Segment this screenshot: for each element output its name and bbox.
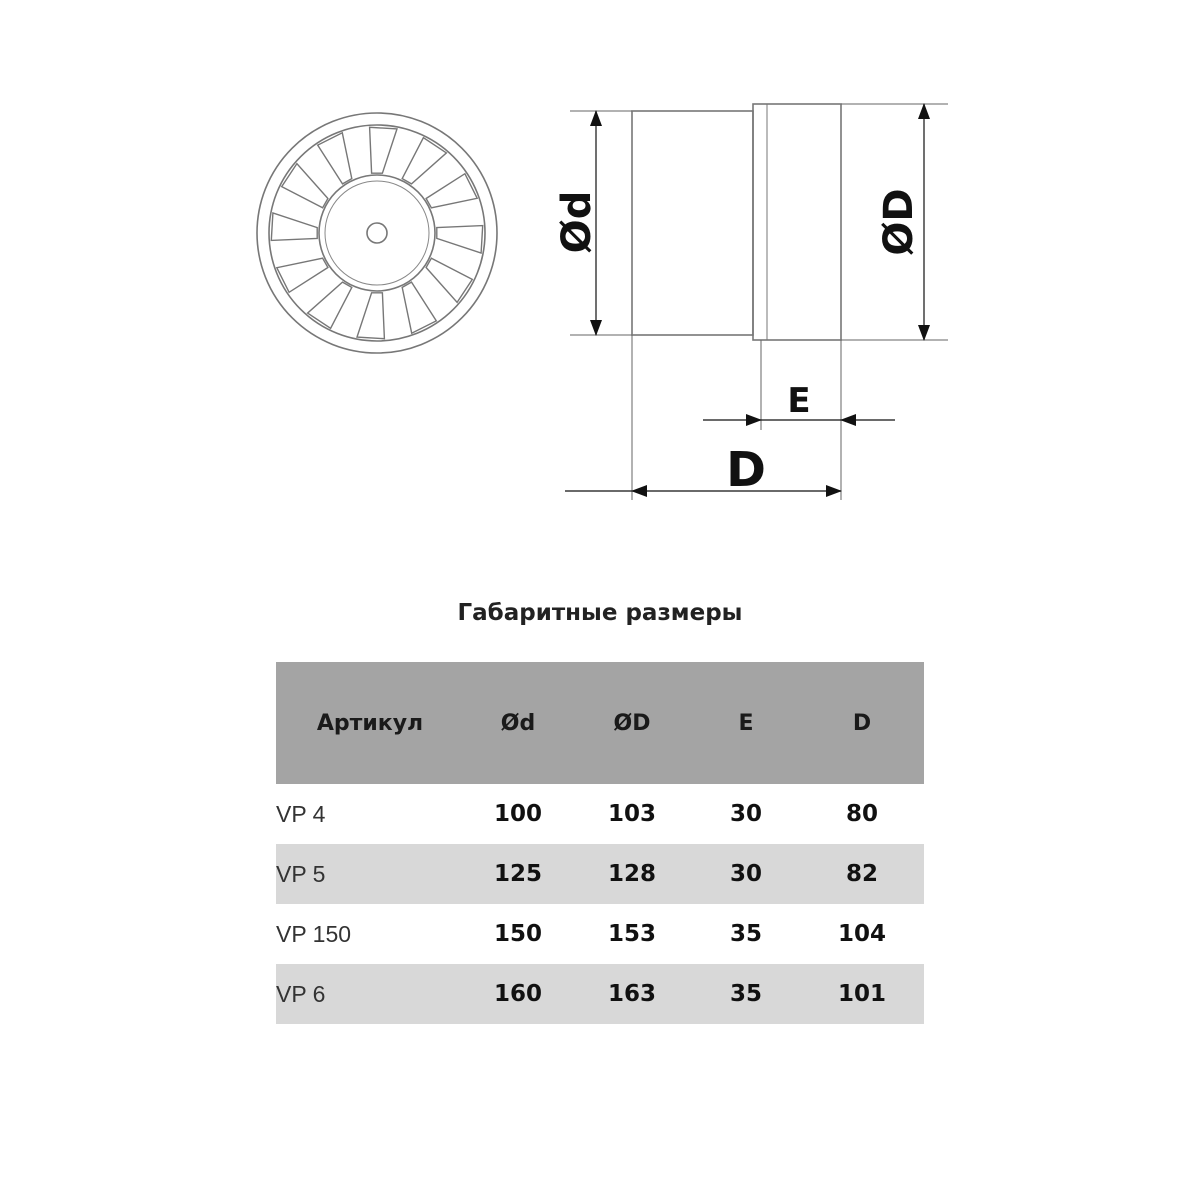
table-row (276, 784, 924, 844)
label-outer-diameter: ØD (876, 188, 922, 256)
fan-front-view (257, 113, 497, 353)
cell-outer-diameter: 103 (607, 801, 656, 827)
cell-inner-diameter: 100 (493, 801, 542, 827)
table-row (276, 904, 924, 964)
table-title: Габаритные размеры (457, 600, 743, 626)
fan-blade (370, 127, 397, 173)
label-inner-diameter: Ød (554, 190, 600, 254)
cell-outer-diameter: 163 (607, 981, 656, 1007)
header-outer-diameter: ØD (613, 710, 651, 736)
header-inner-diameter: Ød (500, 710, 536, 736)
fan-blade (437, 226, 483, 253)
cell-article: VP 150 (276, 920, 352, 947)
table-header-row (276, 662, 924, 784)
hub-hole (367, 223, 387, 243)
inlet-section (632, 111, 753, 335)
cell-outer-diameter: 128 (607, 861, 656, 887)
cell-inner-diameter: 125 (493, 861, 542, 887)
dimensions-table (276, 662, 924, 1024)
cell-d: 101 (837, 981, 886, 1007)
cell-e: 30 (729, 861, 762, 887)
cell-d: 104 (837, 921, 886, 947)
fan-blade (357, 293, 384, 339)
cell-article: VP 5 (276, 860, 326, 887)
table-row (276, 844, 924, 904)
fan-side-view (632, 104, 841, 340)
table-row (276, 964, 924, 1024)
cell-article: VP 6 (276, 980, 326, 1007)
cell-d: 80 (845, 801, 878, 827)
cell-e: 30 (729, 801, 762, 827)
cell-inner-diameter: 160 (493, 981, 542, 1007)
fan-blades (271, 127, 482, 338)
label-length-e: E (787, 381, 811, 421)
cell-e: 35 (729, 981, 762, 1007)
fan-blade (271, 213, 317, 240)
label-length-d: D (726, 442, 766, 498)
extension-lines (570, 104, 948, 500)
cell-inner-diameter: 150 (493, 921, 542, 947)
cell-outer-diameter: 153 (607, 921, 656, 947)
cell-d: 82 (845, 861, 878, 887)
cell-e: 35 (729, 921, 762, 947)
header-e: E (738, 710, 754, 736)
header-d: D (852, 710, 872, 736)
header-article: Артикул (316, 710, 424, 736)
fan-technical-drawing (0, 0, 1200, 560)
housing-section (753, 104, 841, 340)
dimension-lines (565, 104, 924, 491)
cell-article: VP 4 (276, 800, 326, 827)
